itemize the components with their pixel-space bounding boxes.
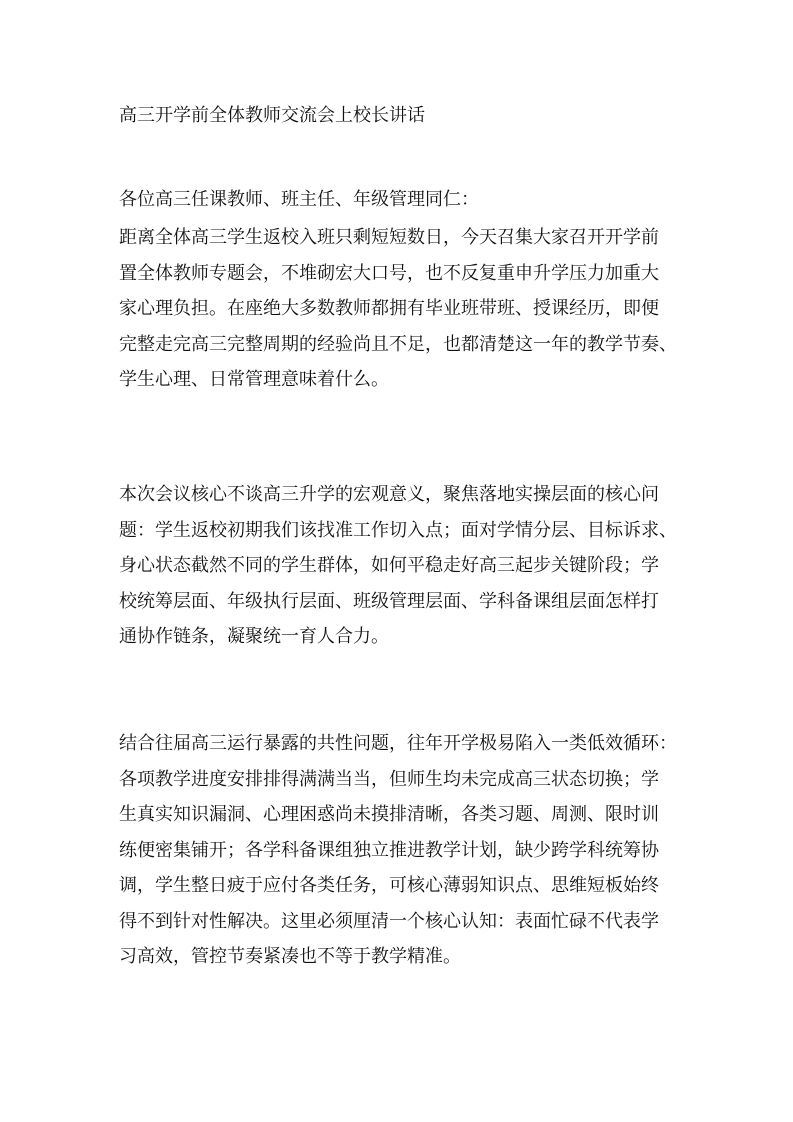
paragraph-line: 家心理负担。在座绝大多数教师都拥有毕业班带班、授课经历，即便	[119, 298, 659, 319]
greeting-line: 各位高三任课教师、班主任、年级管理同仁：	[119, 189, 479, 210]
paragraph-line: 生真实知识漏洞、心理困惑尚未摸排清晰，各类习题、周测、限时训	[119, 804, 659, 825]
paragraph-line: 置全体教师专题会，不堆砌宏大口号，也不反复重申升学压力加重大	[119, 262, 659, 284]
paragraph-1	[119, 220, 677, 398]
paragraph-line: 距离全体高三学生返校入班只剩短短数日，今天召集大家召开开学前	[119, 227, 659, 248]
paragraph-2	[119, 477, 677, 655]
paragraph-line: 本次会议核心不谈高三升学的宏观意义，聚焦落地实操层面的核心问	[119, 484, 659, 505]
paragraph-line: 学生心理、日常管理意味着什么。	[119, 369, 389, 390]
paragraph-line: 调，学生整日疲于应付各类任务，可核心薄弱知识点、思维短板始终	[119, 875, 659, 896]
document-title: 高三开学前全体教师交流会上校长讲话	[119, 105, 425, 126]
paragraph-line: 练便密集铺开；各学科备课组独立推进教学计划，缺少跨学科统筹协	[119, 839, 659, 861]
paragraph-line: 各项教学进度安排排得满满当当，但师生均未完成高三状态切换；学	[119, 768, 659, 790]
paragraph-line: 身心状态截然不同的学生群体，如何平稳走好高三起步关键阶段；学	[119, 555, 659, 576]
paragraph-line: 校统筹层面、年级执行层面、班级管理层面、学科备课组层面怎样打	[119, 590, 659, 612]
paragraph-3	[119, 726, 677, 975]
paragraph-line: 习高效，管控节奏紧凑也不等于教学精准。	[119, 946, 461, 967]
paragraph-line: 结合往届高三运行暴露的共性问题，往年开学极易陷入一类低效循环：	[119, 733, 677, 754]
paragraph-line: 得不到针对性解决。这里必须厘清一个核心认知：表面忙碌不代表学	[119, 910, 659, 932]
paragraph-line: 通协作链条，凝聚统一育人合力。	[119, 626, 389, 647]
paragraph-line: 完整走完高三完整周期的经验尚且不足，也都清楚这一年的教学节奏、	[119, 333, 677, 355]
paragraph-line: 题：学生返校初期我们该找准工作切入点；面对学情分层、目标诉求、	[119, 519, 677, 541]
